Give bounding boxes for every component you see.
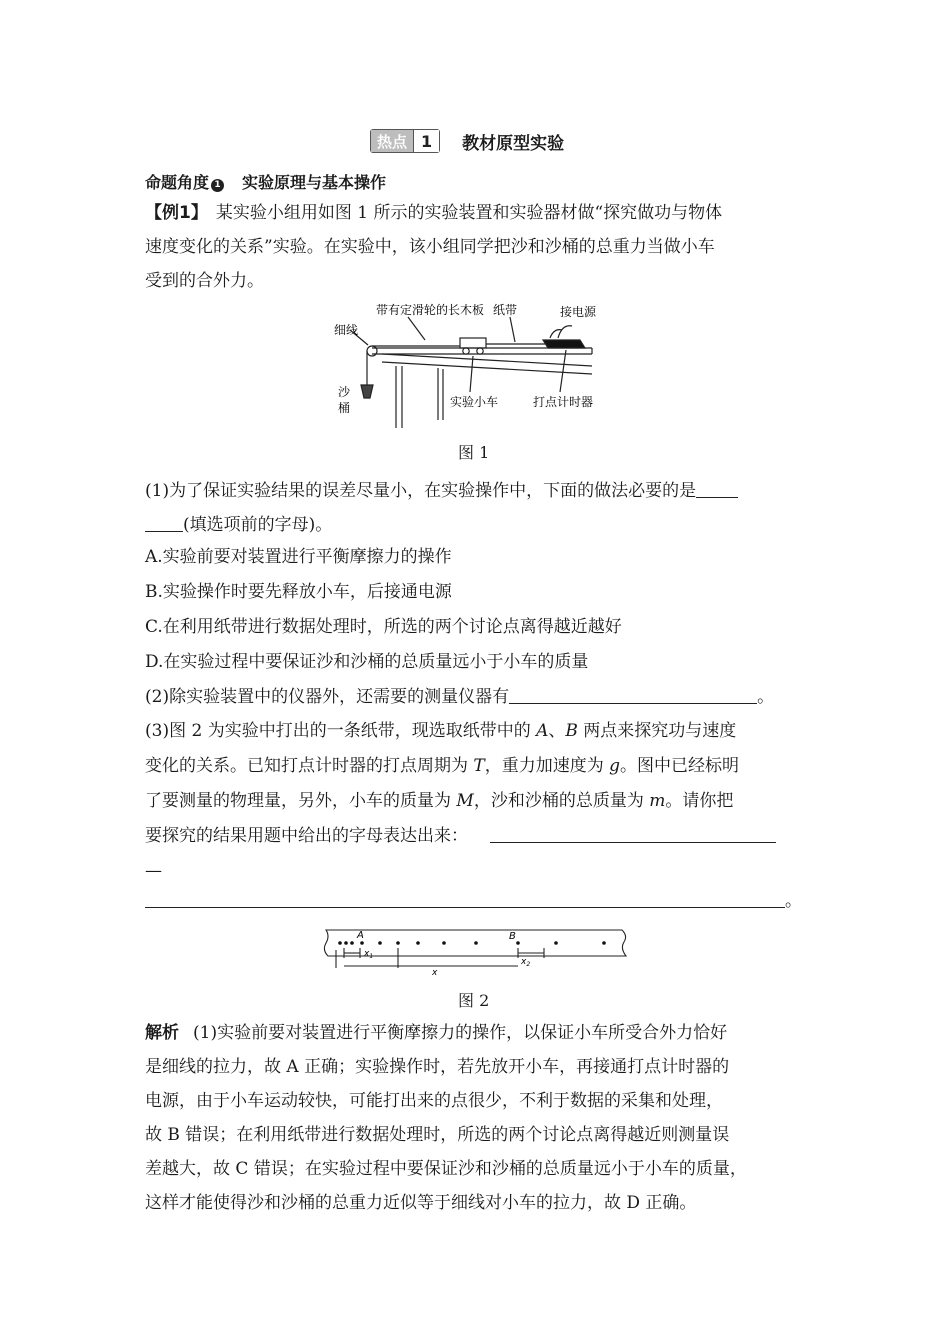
q3-line-1 <box>145 720 736 742</box>
q1-answer-blank[interactable] <box>696 480 738 498</box>
q3-sep: 、 <box>548 721 566 741</box>
q3-answer-blank-1[interactable] <box>490 825 776 843</box>
label-board: 带有定滑轮的长木板 <box>376 303 485 317</box>
analysis-line-4: 故 B 错误；在利用纸带进行数据处理时，所选的两个讨论点离得越近则测量误 <box>145 1125 730 1145</box>
subheading-label: 命题角度 <box>145 173 210 192</box>
label-sand: 沙 <box>338 385 351 399</box>
timer-block <box>543 340 585 348</box>
analysis-label: 解析 <box>145 1023 179 1043</box>
hotspot-tag-number: 1 <box>413 130 439 152</box>
hotspot-tag-label: 热点 <box>371 130 413 152</box>
q3-end: 。 <box>785 891 802 911</box>
label-tape: 纸带 <box>493 303 518 317</box>
label-cart: 实验小车 <box>450 395 499 409</box>
q3-text-3b: ，沙和沙桶的总质量为 <box>473 791 650 811</box>
analysis-text-1: (1)实验前要对装置进行平衡摩擦力的操作，以保证小车所受合外力恰好 <box>193 1023 728 1043</box>
q3-line-4 <box>145 825 776 847</box>
q3-line-3 <box>145 790 733 812</box>
analysis-line-1 <box>145 1022 727 1044</box>
example-line-2: 速度变化的关系”实验。在实验中，该小组同学把沙和沙桶的总重力当做小车 <box>145 237 715 257</box>
label-string: 细线 <box>334 323 359 337</box>
figure-1-caption: 图 1 <box>458 443 490 462</box>
example-line-1 <box>145 202 722 224</box>
var-a: A <box>536 721 549 741</box>
section-heading <box>370 128 564 154</box>
label-power: 接电源 <box>560 305 597 319</box>
q1-text: (1)为了保证实验结果的误差尽量小，在实验操作中，下面的做法必要的是 <box>145 481 697 501</box>
var-t: T <box>473 756 485 776</box>
label-point-a: A <box>357 930 364 941</box>
cart-body <box>460 338 486 348</box>
q1-option-b: B.实验操作时要先释放小车，后接通电源 <box>145 582 452 602</box>
q3-text-1b: 两点来探究功与速度 <box>577 721 737 741</box>
figure-2-caption: 图 2 <box>458 991 490 1010</box>
label-x1: $x_1$ <box>364 949 374 960</box>
var-b: B <box>565 721 578 741</box>
analysis-line-2: 是细线的拉力，故 A 正确；实验操作时，若先放开小车，再接通打点计时器的 <box>145 1057 730 1077</box>
var-g: g <box>609 756 621 776</box>
figure-2-tape <box>318 926 638 976</box>
q3-line-2 <box>145 755 739 777</box>
number-circle-icon: 1 <box>211 179 224 192</box>
sand-bucket <box>361 385 373 398</box>
example-line-3: 受到的合外力。 <box>145 271 264 291</box>
q2-end: 。 <box>757 687 775 707</box>
q3-answer-blank-2[interactable] <box>145 890 785 908</box>
q2-text: (2)除实验装置中的仪器外，还需要的测量仪器有 <box>145 687 510 707</box>
q3-line-5: — <box>145 861 162 881</box>
board-leader <box>408 317 425 340</box>
var-m-upper: M <box>456 791 474 811</box>
section-title: 教材原型实验 <box>462 133 565 154</box>
hotspot-tag <box>370 129 440 153</box>
q3-text-4: 要探究的结果用题中给出的字母表达出来： <box>145 826 468 846</box>
q3-text-2b: ，重力加速度为 <box>484 756 610 776</box>
q3-line-6 <box>145 890 802 912</box>
analysis-line-6: 这样才能使得沙和沙桶的总重力近似等于细线对小车的拉力，故 D 正确。 <box>145 1193 697 1213</box>
example-text-1: 某实验小组用如图 1 所示的实验装置和实验器材做“探究做功与物体 <box>215 203 723 223</box>
q1-line-1 <box>145 480 738 502</box>
cart-leader <box>470 356 473 392</box>
analysis-line-3: 电源，由于小车运动较快，可能打出来的点很少，不利于数据的采集和处理， <box>145 1091 723 1111</box>
q2-line <box>145 686 774 708</box>
subheading-title: 实验原理与基本操作 <box>242 173 387 192</box>
q1-option-d: D.在实验过程中要保证沙和沙桶的总质量远小于小车的质量 <box>145 652 589 672</box>
q1-line-2 <box>145 514 332 536</box>
label-point-b: B <box>509 931 516 942</box>
q2-answer-blank[interactable] <box>509 686 757 704</box>
q3-text-1a: (3)图 2 为实验中打出的一条纸带，现选取纸带中的 <box>145 721 537 741</box>
q1-option-c: C.在利用纸带进行数据处理时，所选的两个讨论点离得越近越好 <box>145 617 622 637</box>
label-bucket: 桶 <box>338 401 351 415</box>
tape-leader <box>510 317 515 342</box>
q3-text-3a: 了要测量的物理量，另外，小车的质量为 <box>145 791 457 811</box>
label-x: x <box>432 968 438 976</box>
q3-text-2a: 变化的关系。已知打点计时器的打点周期为 <box>145 756 474 776</box>
label-timer: 打点计时器 <box>533 395 594 409</box>
q3-text-3c: 。请你把 <box>665 791 734 811</box>
var-m-lower: m <box>649 791 666 811</box>
label-x2: $x_2$ <box>521 957 531 968</box>
figure-1-apparatus <box>330 300 620 432</box>
q1-answer-blank-cont[interactable] <box>145 514 183 532</box>
example-label: 【例1】 <box>145 203 208 223</box>
subheading <box>145 170 386 193</box>
q3-text-2c: 。图中已经标明 <box>620 756 740 776</box>
q1-option-a: A.实验前要对装置进行平衡摩擦力的操作 <box>145 547 452 567</box>
q1-text-2: (填选项前的字母)。 <box>183 515 333 535</box>
timer-leader <box>560 350 566 392</box>
analysis-line-5: 差越大，故 C 错误；在实验过程中要保证沙和沙桶的总质量远小于小车的质量， <box>145 1159 747 1179</box>
